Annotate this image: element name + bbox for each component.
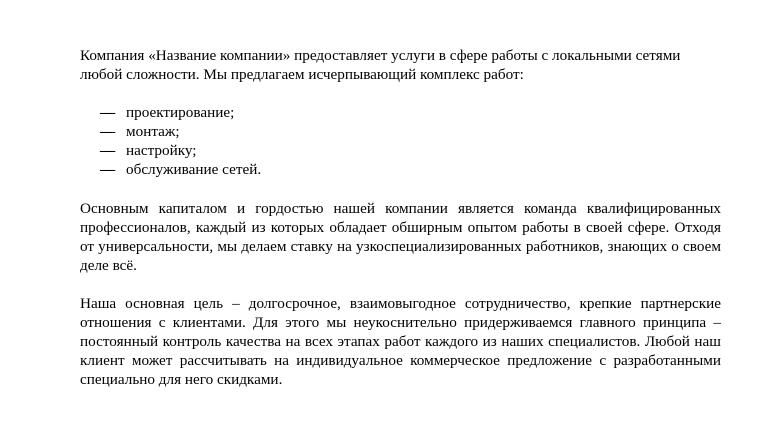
- list-item: [100, 122, 721, 141]
- intro-paragraph: Компания «Название компании» предоставляет услуги в сфере работы с локальными сетями любой сложности. Мы предлагаем исчерпывающий комплекс работ:: [80, 47, 681, 83]
- list-dash-marker: —: [100, 123, 116, 140]
- list-dash-marker: —: [100, 161, 116, 178]
- list-item-text: монтаж;: [126, 123, 180, 140]
- document-body: [80, 46, 721, 389]
- goal-paragraph: Наша основная цель – долгосрочное, взаимовыгодное сотрудничество, крепкие партнерские отношения с клиентами. Для этого мы неукоснительно придерживаемся главного принципа – постоянный контроль качества на всех этапах работ каждого из наших специалистов. Любой наш клиент может рассчитывать на индивидуальное коммерческое предложение с разработанными специально для него скидками.: [80, 295, 721, 388]
- list-item: [100, 141, 721, 160]
- list-item: [100, 160, 721, 179]
- list-dash-marker: —: [100, 104, 116, 121]
- list-item: [100, 103, 721, 122]
- list-dash-marker: —: [100, 142, 116, 159]
- list-item-text: обслуживание сетей.: [126, 161, 262, 178]
- list-item-text: настройку;: [126, 142, 197, 159]
- services-list: [80, 103, 721, 179]
- list-item-text: проектирование;: [126, 104, 235, 121]
- team-paragraph: Основным капиталом и гордостью нашей компании является команда квалифицированных профессионалов, каждый из которых обладает обширным опытом работы в своей сфере. Отходя от универсальности, мы делаем ставку на узкоспециализированных работников, знающих о своем деле всё.: [80, 200, 721, 274]
